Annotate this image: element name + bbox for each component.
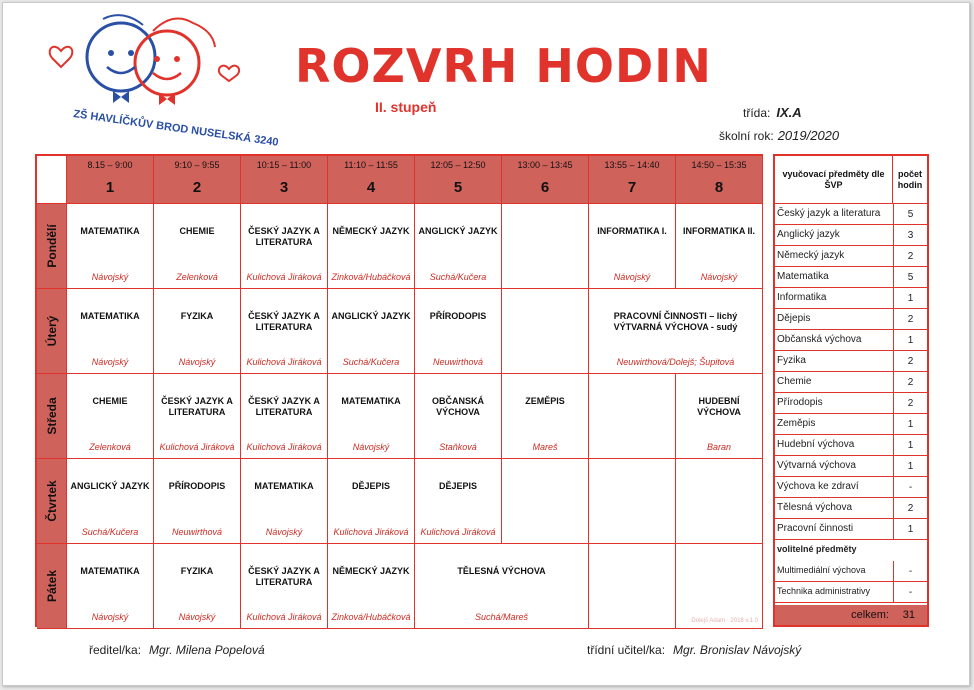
day-label xyxy=(37,289,67,374)
lesson-subject: HUDEBNÍ VÝCHOVA xyxy=(697,396,741,417)
director-label: ředitel/ka: xyxy=(89,643,142,657)
summary-count: 1 xyxy=(893,288,927,309)
summary-count: 5 xyxy=(893,267,927,288)
lesson-teacher: Kulichová Jiráková xyxy=(420,527,496,537)
period-header xyxy=(241,156,328,204)
summary-subject: Informatika xyxy=(777,292,827,303)
lesson-teacher: Kulichová Jiráková xyxy=(333,527,409,537)
lesson-cell xyxy=(328,544,415,629)
lesson-cell xyxy=(502,204,589,289)
summary-subject: Tělesná výchova xyxy=(777,502,853,513)
summary-row xyxy=(775,288,927,309)
summary-subject: Výchova ke zdraví xyxy=(777,481,859,492)
lesson-subject: DĚJEPIS xyxy=(438,481,478,491)
day-name: Čtvrtek xyxy=(44,480,59,522)
lesson-subject: ČESKÝ JAZYK A LITERATURA xyxy=(248,396,320,417)
day-name: Úterý xyxy=(44,315,59,347)
period-number: 1 xyxy=(105,179,115,196)
lesson-subject: ZEMĚPIS xyxy=(525,396,565,406)
summary-count: 2 xyxy=(893,372,927,393)
lesson-cell xyxy=(676,204,763,289)
class-teacher-signature xyxy=(587,643,801,657)
summary-row xyxy=(775,393,927,414)
period-number: 2 xyxy=(192,179,202,196)
elective-subject: Technika administrativy xyxy=(777,586,871,596)
class-value: IX.A xyxy=(776,105,802,120)
lesson-subject: MATEMATIKA xyxy=(254,481,314,491)
summary-count: 1 xyxy=(893,414,927,435)
summary-count: 3 xyxy=(893,225,927,246)
lesson-cell xyxy=(328,204,415,289)
subject-summary-table xyxy=(773,154,929,627)
class-label: třída: xyxy=(743,106,771,120)
lesson-subject: MATEMATIKA xyxy=(80,566,140,576)
lesson-cell xyxy=(328,289,415,374)
elective-label: volitelné předměty xyxy=(777,544,857,554)
lesson-cell xyxy=(241,289,328,374)
lesson-subject: ČESKÝ JAZYK A LITERATURA xyxy=(248,226,320,247)
lesson-subject: MATEMATIKA xyxy=(341,396,401,406)
period-time: 10:15 – 11:00 xyxy=(256,160,312,170)
lesson-teacher: Návojský xyxy=(91,612,129,622)
summary-count: 1 xyxy=(893,519,927,540)
summary-row xyxy=(775,456,927,477)
lesson-teacher: Suchá/Mareš xyxy=(474,612,529,622)
period-number: 7 xyxy=(627,179,637,196)
lesson-cell xyxy=(241,459,328,544)
lesson-teacher: Kulichová Jiráková xyxy=(246,357,322,367)
period-number: 3 xyxy=(279,179,289,196)
day-label xyxy=(37,374,67,459)
lesson-teacher: Kulichová Jiráková xyxy=(246,272,322,282)
lesson-cell xyxy=(154,289,241,374)
lesson-teacher: Suchá/Kučera xyxy=(342,357,400,367)
lesson-teacher: Kulichová Jiráková xyxy=(246,442,322,452)
lesson-teacher: Návojský xyxy=(91,357,129,367)
lesson-cell xyxy=(502,374,589,459)
lesson-teacher: Mareš xyxy=(532,442,558,452)
summary-row xyxy=(775,204,927,225)
school-logo xyxy=(43,11,280,149)
period-header xyxy=(415,156,502,204)
period-time: 8.15 – 9:00 xyxy=(87,160,133,170)
lesson-cell xyxy=(67,374,154,459)
lesson-subject: DĚJEPIS xyxy=(351,481,391,491)
lesson-subject: PŘÍRODOPIS xyxy=(168,481,226,491)
period-header xyxy=(154,156,241,204)
year-label: školní rok: xyxy=(719,129,774,143)
period-header xyxy=(502,156,589,204)
lesson-subject: MATEMATIKA xyxy=(80,226,140,236)
elective-row xyxy=(775,561,927,582)
lesson-cell xyxy=(154,459,241,544)
lesson-subject: PŘÍRODOPIS xyxy=(429,311,487,321)
summary-subject: Zeměpis xyxy=(777,418,816,429)
lesson-cell xyxy=(502,289,589,374)
summary-row xyxy=(775,267,927,288)
lesson-teacher: Suchá/Kučera xyxy=(429,272,487,282)
timetable-grid xyxy=(35,154,763,627)
summary-count: 2 xyxy=(893,351,927,372)
lesson-subject: ČESKÝ JAZYK A LITERATURA xyxy=(161,396,233,417)
elective-row xyxy=(775,582,927,603)
summary-row xyxy=(775,435,927,456)
lesson-cell xyxy=(415,204,502,289)
lesson-cell xyxy=(241,204,328,289)
lesson-cell xyxy=(502,459,589,544)
summary-row xyxy=(775,351,927,372)
lesson-subject: MATEMATIKA xyxy=(80,311,140,321)
director-signature xyxy=(89,643,265,657)
summary-subject: Pracovní činnosti xyxy=(777,523,854,534)
lesson-teacher: Návojský xyxy=(613,272,651,282)
lesson-cell xyxy=(241,374,328,459)
summary-count: 2 xyxy=(893,393,927,414)
summary-row xyxy=(775,309,927,330)
lesson-teacher: Kulichová Jiráková xyxy=(246,612,322,622)
summary-row xyxy=(775,477,927,498)
summary-subject: Hudební výchova xyxy=(777,439,855,450)
day-name: Pondělí xyxy=(44,224,59,268)
grid-corner xyxy=(37,156,67,204)
summary-subject: Dějepis xyxy=(777,313,811,324)
summary-total xyxy=(775,605,927,625)
summary-count: 2 xyxy=(893,309,927,330)
lesson-cell xyxy=(676,374,763,459)
summary-subject: Matematika xyxy=(777,271,829,282)
lesson-cell xyxy=(154,544,241,629)
period-time: 12:05 – 12:50 xyxy=(430,160,486,170)
day-name: Středa xyxy=(44,397,59,435)
period-number: 8 xyxy=(714,179,724,196)
lesson-subject: NĚMECKÝ JAZYK xyxy=(332,226,410,236)
period-header xyxy=(67,156,154,204)
summary-subject: Občanská výchova xyxy=(777,334,862,345)
lesson-teacher: Zelenková xyxy=(89,442,131,452)
summary-row xyxy=(775,246,927,267)
lesson-subject: ČESKÝ JAZYK A LITERATURA xyxy=(248,311,320,332)
day-name: Pátek xyxy=(44,569,59,603)
lesson-subject: INFORMATIKA II. xyxy=(683,226,755,236)
page-title: ROZVRH HODIN xyxy=(295,39,712,93)
summary-count: 2 xyxy=(893,498,927,519)
lesson-subject: INFORMATIKA I. xyxy=(597,226,667,236)
lesson-subject: PRACOVNÍ ČINNOSTI – lichý VÝTVARNÁ VÝCHOVA - sudý xyxy=(613,311,738,332)
lesson-teacher: Suchá/Kučera xyxy=(81,527,139,537)
period-header xyxy=(676,156,763,204)
lesson-cell xyxy=(676,459,763,544)
period-time: 13:55 – 14:40 xyxy=(604,160,660,170)
page-subtitle: II. stupeň xyxy=(375,99,437,115)
lesson-teacher: Návojský xyxy=(178,612,216,622)
summary-subject: Anglický jazyk xyxy=(777,229,840,240)
lesson-cell xyxy=(415,459,502,544)
lesson-cell xyxy=(154,374,241,459)
elective-count: - xyxy=(893,582,927,603)
elective-header xyxy=(775,540,927,561)
lesson-cell xyxy=(589,544,676,629)
director-name: Mgr. Milena Popelová xyxy=(149,643,265,657)
lesson-subject: CHEMIE xyxy=(92,396,128,406)
lesson-teacher: Kulichová Jiráková xyxy=(159,442,235,452)
summary-subject: Chemie xyxy=(777,376,812,387)
lesson-teacher: Neuwirthová/Dolejš; Šupitová xyxy=(616,357,735,367)
lesson-teacher: Zelenková xyxy=(176,272,218,282)
summary-total-label: celkem: xyxy=(851,609,889,621)
period-time: 14:50 – 15:35 xyxy=(691,160,747,170)
period-time: 11:10 – 11:55 xyxy=(344,160,398,170)
summary-row xyxy=(775,225,927,246)
summary-count: - xyxy=(893,477,927,498)
summary-subject: Český jazyk a literatura xyxy=(777,208,881,219)
summary-count: 5 xyxy=(893,204,927,225)
lesson-teacher: Zinková/Hubáčková xyxy=(331,272,411,282)
summary-count: 1 xyxy=(893,435,927,456)
summary-row xyxy=(775,519,927,540)
lesson-cell xyxy=(67,289,154,374)
summary-count: 2 xyxy=(893,246,927,267)
summary-count: 1 xyxy=(893,456,927,477)
lesson-subject: OBČANSKÁ VÝCHOVA xyxy=(431,396,484,417)
watermark: Dolejš Adam · 2018 v.1.0 xyxy=(691,618,758,624)
period-number: 6 xyxy=(540,179,550,196)
summary-total-value: 31 xyxy=(902,609,915,621)
year-info xyxy=(719,128,839,143)
lesson-subject: NĚMECKÝ JAZYK xyxy=(332,566,410,576)
summary-subject: Fyzika xyxy=(777,355,806,366)
period-header xyxy=(328,156,415,204)
lesson-cell xyxy=(415,544,589,629)
elective-count: - xyxy=(893,561,927,582)
lesson-cell xyxy=(67,459,154,544)
lesson-cell xyxy=(241,544,328,629)
lesson-subject: ANGLICKÝ JAZYK xyxy=(331,311,411,321)
lesson-subject: ANGLICKÝ JAZYK xyxy=(70,481,150,491)
lesson-teacher: Zinková/Hubáčková xyxy=(331,612,411,622)
lesson-cell xyxy=(328,459,415,544)
lesson-teacher: Neuwirthová xyxy=(171,527,223,537)
summary-row xyxy=(775,414,927,435)
lesson-cell xyxy=(589,289,763,374)
lesson-cell xyxy=(415,374,502,459)
logo-text: ZŠ HAVLÍČKŮV BROD NUSELSKÁ 3240 xyxy=(72,108,280,149)
lesson-teacher: Neuwirthová xyxy=(432,357,484,367)
period-number: 5 xyxy=(453,179,463,196)
summary-row xyxy=(775,330,927,351)
lesson-cell xyxy=(67,544,154,629)
period-number: 4 xyxy=(366,179,376,196)
lesson-cell xyxy=(589,459,676,544)
lesson-teacher: Návojský xyxy=(178,357,216,367)
class-info xyxy=(743,105,802,120)
lesson-teacher: Návojský xyxy=(700,272,738,282)
period-time: 9:10 – 9:55 xyxy=(174,160,220,170)
summary-subject: Výtvarná výchova xyxy=(777,460,856,471)
lesson-cell xyxy=(676,544,763,629)
lesson-cell xyxy=(67,204,154,289)
day-label xyxy=(37,459,67,544)
lesson-cell xyxy=(415,289,502,374)
day-label xyxy=(37,204,67,289)
lesson-cell xyxy=(589,374,676,459)
lesson-cell xyxy=(589,204,676,289)
lesson-subject: ANGLICKÝ JAZYK xyxy=(418,226,498,236)
period-time: 13:00 – 13:45 xyxy=(517,160,573,170)
lesson-subject: ČESKÝ JAZYK A LITERATURA xyxy=(248,566,320,587)
lesson-subject: FYZIKA xyxy=(180,566,214,576)
lesson-teacher: Návojský xyxy=(91,272,129,282)
lesson-subject: FYZIKA xyxy=(180,311,214,321)
lesson-subject: TĚLESNÁ VÝCHOVA xyxy=(457,566,546,576)
summary-subject: Přírodopis xyxy=(777,397,823,408)
summary-row xyxy=(775,372,927,393)
summary-count: 1 xyxy=(893,330,927,351)
lesson-cell xyxy=(328,374,415,459)
summary-row xyxy=(775,498,927,519)
elective-subject: Multimediální výchova xyxy=(777,565,866,575)
lesson-subject: CHEMIE xyxy=(179,226,215,236)
lesson-teacher: Návojský xyxy=(265,527,303,537)
summary-header-subject: vyučovací předměty dle ŠVP xyxy=(775,156,893,204)
timetable-sheet xyxy=(2,2,970,686)
summary-header-count: počet hodin xyxy=(893,156,927,204)
year-value: 2019/2020 xyxy=(777,128,840,143)
day-label xyxy=(37,544,67,629)
lesson-teacher: Staňková xyxy=(439,442,477,452)
class-teacher-label: třídní učitel/ka: xyxy=(587,643,666,657)
summary-subject: Německý jazyk xyxy=(777,250,845,261)
lesson-teacher: Návojský xyxy=(352,442,390,452)
lesson-teacher: Baran xyxy=(706,442,732,452)
period-header xyxy=(589,156,676,204)
class-teacher-name: Mgr. Bronislav Návojský xyxy=(673,643,802,657)
lesson-cell xyxy=(154,204,241,289)
